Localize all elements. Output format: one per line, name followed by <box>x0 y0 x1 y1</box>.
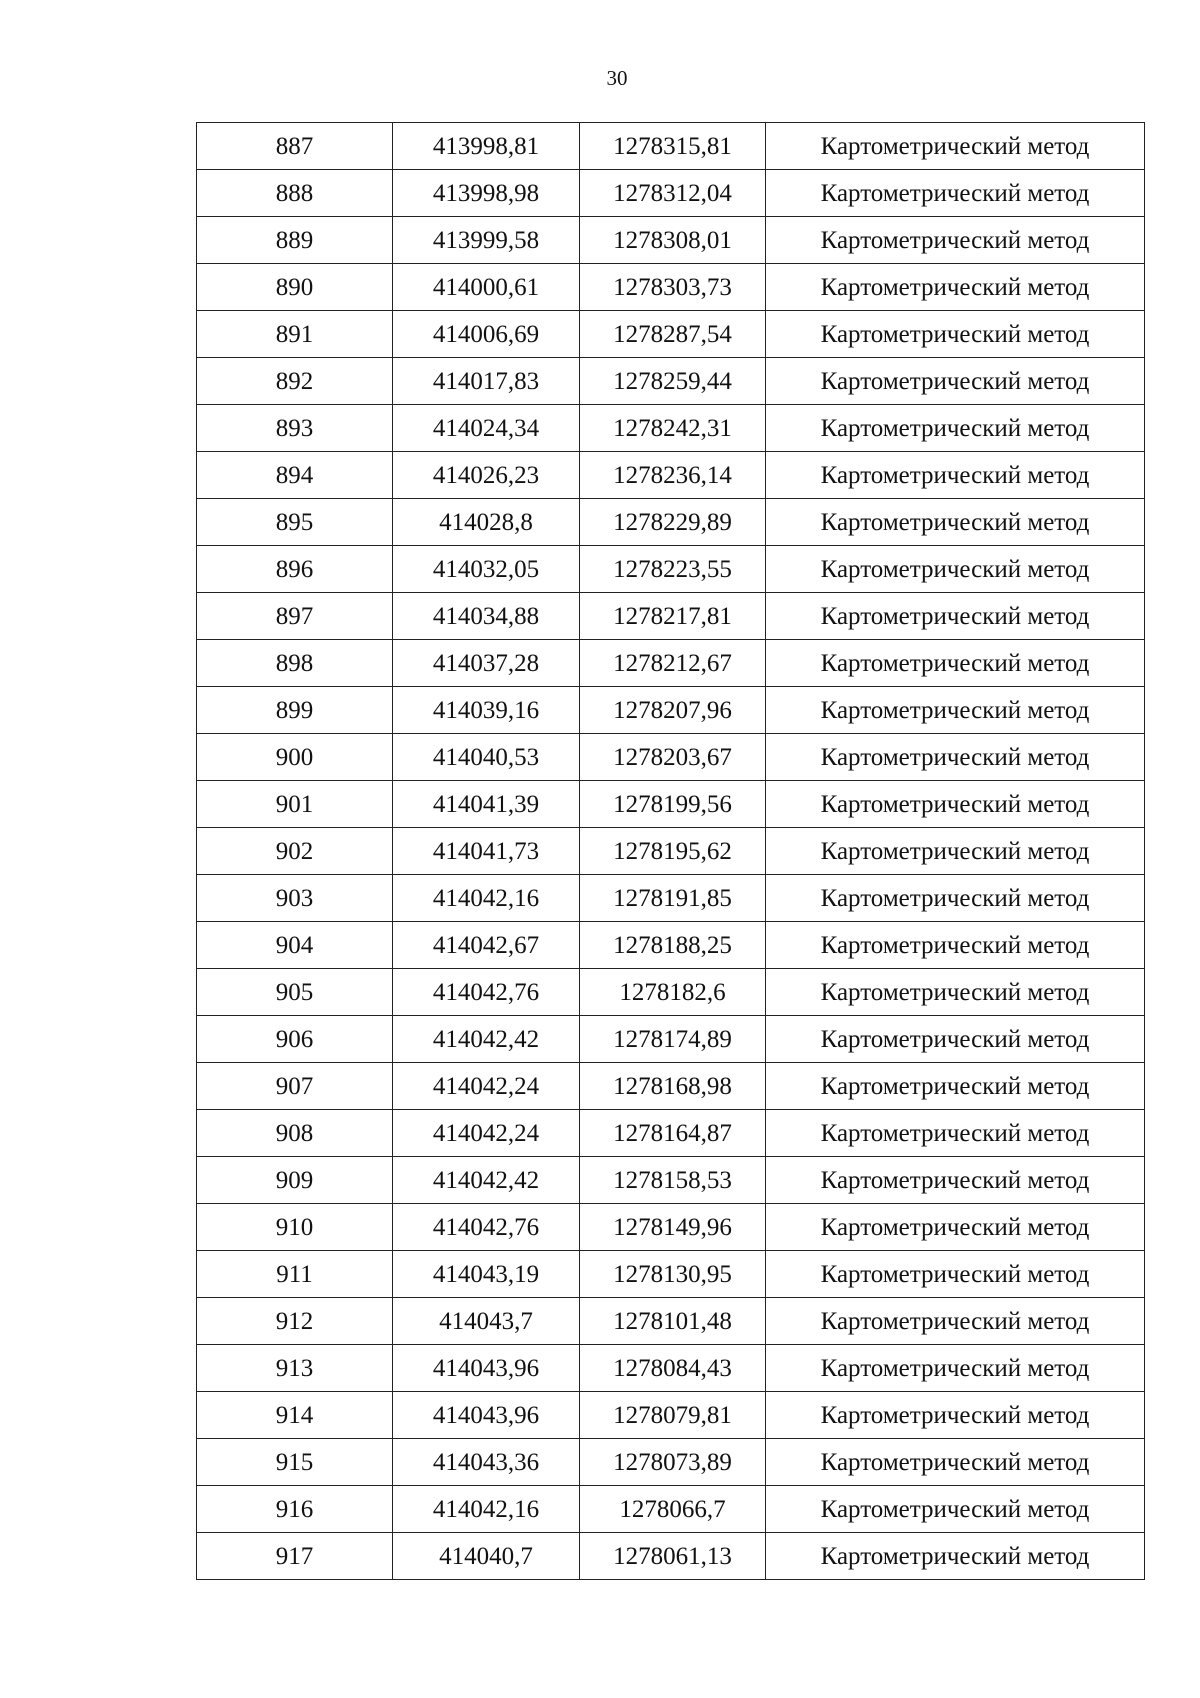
table-row <box>197 1204 1145 1251</box>
x-coordinate-cell: 414000,61 <box>393 264 580 311</box>
x-coordinate-cell: 414034,88 <box>393 593 580 640</box>
y-coordinate-cell: 1278199,56 <box>580 781 766 828</box>
y-coordinate-cell: 1278174,89 <box>580 1016 766 1063</box>
y-coordinate-cell: 1278223,55 <box>580 546 766 593</box>
table-row <box>197 1157 1145 1204</box>
x-coordinate-cell: 414039,16 <box>393 687 580 734</box>
y-coordinate-cell: 1278073,89 <box>580 1439 766 1486</box>
point-number-cell: 913 <box>197 1345 393 1392</box>
point-number-cell: 914 <box>197 1392 393 1439</box>
x-coordinate-cell: 414042,24 <box>393 1063 580 1110</box>
method-cell: Картометрический метод <box>766 687 1145 734</box>
x-coordinate-cell: 414040,53 <box>393 734 580 781</box>
method-cell: Картометрический метод <box>766 640 1145 687</box>
y-coordinate-cell: 1278158,53 <box>580 1157 766 1204</box>
method-cell: Картометрический метод <box>766 358 1145 405</box>
x-coordinate-cell: 413998,98 <box>393 170 580 217</box>
x-coordinate-cell: 414037,28 <box>393 640 580 687</box>
x-coordinate-cell: 414041,39 <box>393 781 580 828</box>
x-coordinate-cell: 414040,7 <box>393 1533 580 1580</box>
table-row <box>197 405 1145 452</box>
table-row <box>197 875 1145 922</box>
y-coordinate-cell: 1278259,44 <box>580 358 766 405</box>
method-cell: Картометрический метод <box>766 1204 1145 1251</box>
point-number-cell: 907 <box>197 1063 393 1110</box>
y-coordinate-cell: 1278130,95 <box>580 1251 766 1298</box>
point-number-cell: 896 <box>197 546 393 593</box>
point-number-cell: 893 <box>197 405 393 452</box>
y-coordinate-cell: 1278303,73 <box>580 264 766 311</box>
point-number-cell: 901 <box>197 781 393 828</box>
y-coordinate-cell: 1278242,31 <box>580 405 766 452</box>
point-number-cell: 904 <box>197 922 393 969</box>
y-coordinate-cell: 1278191,85 <box>580 875 766 922</box>
y-coordinate-cell: 1278203,67 <box>580 734 766 781</box>
x-coordinate-cell: 414042,76 <box>393 969 580 1016</box>
method-cell: Картометрический метод <box>766 875 1145 922</box>
method-cell: Картометрический метод <box>766 969 1145 1016</box>
y-coordinate-cell: 1278308,01 <box>580 217 766 264</box>
point-number-cell: 898 <box>197 640 393 687</box>
y-coordinate-cell: 1278312,04 <box>580 170 766 217</box>
point-number-cell: 906 <box>197 1016 393 1063</box>
point-number-cell: 910 <box>197 1204 393 1251</box>
method-cell: Картометрический метод <box>766 170 1145 217</box>
y-coordinate-cell: 1278236,14 <box>580 452 766 499</box>
table-row <box>197 687 1145 734</box>
table-row <box>197 217 1145 264</box>
method-cell: Картометрический метод <box>766 499 1145 546</box>
table-row <box>197 452 1145 499</box>
x-coordinate-cell: 414043,19 <box>393 1251 580 1298</box>
x-coordinate-cell: 414042,24 <box>393 1110 580 1157</box>
method-cell: Картометрический метод <box>766 264 1145 311</box>
point-number-cell: 903 <box>197 875 393 922</box>
point-number-cell: 887 <box>197 123 393 170</box>
method-cell: Картометрический метод <box>766 123 1145 170</box>
table-row <box>197 1063 1145 1110</box>
table-row <box>197 828 1145 875</box>
point-number-cell: 899 <box>197 687 393 734</box>
method-cell: Картометрический метод <box>766 922 1145 969</box>
point-number-cell: 912 <box>197 1298 393 1345</box>
table-row <box>197 969 1145 1016</box>
table-row <box>197 1486 1145 1533</box>
table-row <box>197 593 1145 640</box>
point-number-cell: 895 <box>197 499 393 546</box>
point-number-cell: 905 <box>197 969 393 1016</box>
point-number-cell: 900 <box>197 734 393 781</box>
x-coordinate-cell: 414032,05 <box>393 546 580 593</box>
method-cell: Картометрический метод <box>766 734 1145 781</box>
coordinates-table-body <box>197 123 1145 1580</box>
x-coordinate-cell: 414028,8 <box>393 499 580 546</box>
table-row <box>197 1110 1145 1157</box>
y-coordinate-cell: 1278287,54 <box>580 311 766 358</box>
x-coordinate-cell: 414043,96 <box>393 1392 580 1439</box>
x-coordinate-cell: 414006,69 <box>393 311 580 358</box>
x-coordinate-cell: 414042,42 <box>393 1157 580 1204</box>
method-cell: Картометрический метод <box>766 1533 1145 1580</box>
y-coordinate-cell: 1278168,98 <box>580 1063 766 1110</box>
y-coordinate-cell: 1278079,81 <box>580 1392 766 1439</box>
point-number-cell: 888 <box>197 170 393 217</box>
method-cell: Картометрический метод <box>766 217 1145 264</box>
point-number-cell: 917 <box>197 1533 393 1580</box>
point-number-cell: 897 <box>197 593 393 640</box>
x-coordinate-cell: 414042,76 <box>393 1204 580 1251</box>
x-coordinate-cell: 414043,96 <box>393 1345 580 1392</box>
table-row <box>197 1251 1145 1298</box>
y-coordinate-cell: 1278101,48 <box>580 1298 766 1345</box>
method-cell: Картометрический метод <box>766 546 1145 593</box>
point-number-cell: 892 <box>197 358 393 405</box>
method-cell: Картометрический метод <box>766 1298 1145 1345</box>
page-number: 30 <box>606 66 628 90</box>
x-coordinate-cell: 414024,34 <box>393 405 580 452</box>
method-cell: Картометрический метод <box>766 1251 1145 1298</box>
table-row <box>197 311 1145 358</box>
y-coordinate-cell: 1278315,81 <box>580 123 766 170</box>
method-cell: Картометрический метод <box>766 452 1145 499</box>
method-cell: Картометрический метод <box>766 1157 1145 1204</box>
method-cell: Картометрический метод <box>766 405 1145 452</box>
point-number-cell: 915 <box>197 1439 393 1486</box>
x-coordinate-cell: 414042,16 <box>393 875 580 922</box>
table-row <box>197 1533 1145 1580</box>
table-row <box>197 1345 1145 1392</box>
table-row <box>197 546 1145 593</box>
y-coordinate-cell: 1278207,96 <box>580 687 766 734</box>
x-coordinate-cell: 413999,58 <box>393 217 580 264</box>
x-coordinate-cell: 414043,7 <box>393 1298 580 1345</box>
y-coordinate-cell: 1278066,7 <box>580 1486 766 1533</box>
x-coordinate-cell: 414043,36 <box>393 1439 580 1486</box>
y-coordinate-cell: 1278061,13 <box>580 1533 766 1580</box>
x-coordinate-cell: 414042,67 <box>393 922 580 969</box>
x-coordinate-cell: 414017,83 <box>393 358 580 405</box>
x-coordinate-cell: 414042,16 <box>393 1486 580 1533</box>
x-coordinate-cell: 413998,81 <box>393 123 580 170</box>
table-row <box>197 1298 1145 1345</box>
y-coordinate-cell: 1278164,87 <box>580 1110 766 1157</box>
table-row <box>197 358 1145 405</box>
x-coordinate-cell: 414041,73 <box>393 828 580 875</box>
point-number-cell: 909 <box>197 1157 393 1204</box>
y-coordinate-cell: 1278217,81 <box>580 593 766 640</box>
point-number-cell: 911 <box>197 1251 393 1298</box>
method-cell: Картометрический метод <box>766 828 1145 875</box>
table-row <box>197 781 1145 828</box>
method-cell: Картометрический метод <box>766 1016 1145 1063</box>
y-coordinate-cell: 1278229,89 <box>580 499 766 546</box>
x-coordinate-cell: 414026,23 <box>393 452 580 499</box>
method-cell: Картометрический метод <box>766 1345 1145 1392</box>
table-row <box>197 170 1145 217</box>
y-coordinate-cell: 1278188,25 <box>580 922 766 969</box>
method-cell: Картометрический метод <box>766 1486 1145 1533</box>
method-cell: Картометрический метод <box>766 311 1145 358</box>
table-row <box>197 1392 1145 1439</box>
point-number-cell: 902 <box>197 828 393 875</box>
method-cell: Картометрический метод <box>766 781 1145 828</box>
y-coordinate-cell: 1278212,67 <box>580 640 766 687</box>
table-row <box>197 734 1145 781</box>
table-row <box>197 123 1145 170</box>
table-row <box>197 1016 1145 1063</box>
coordinates-table <box>196 122 1145 1580</box>
y-coordinate-cell: 1278182,6 <box>580 969 766 1016</box>
table-row <box>197 922 1145 969</box>
y-coordinate-cell: 1278195,62 <box>580 828 766 875</box>
table-row <box>197 264 1145 311</box>
method-cell: Картометрический метод <box>766 593 1145 640</box>
point-number-cell: 916 <box>197 1486 393 1533</box>
method-cell: Картометрический метод <box>766 1439 1145 1486</box>
table-row <box>197 1439 1145 1486</box>
method-cell: Картометрический метод <box>766 1110 1145 1157</box>
y-coordinate-cell: 1278084,43 <box>580 1345 766 1392</box>
point-number-cell: 890 <box>197 264 393 311</box>
point-number-cell: 908 <box>197 1110 393 1157</box>
y-coordinate-cell: 1278149,96 <box>580 1204 766 1251</box>
point-number-cell: 891 <box>197 311 393 358</box>
x-coordinate-cell: 414042,42 <box>393 1016 580 1063</box>
point-number-cell: 889 <box>197 217 393 264</box>
method-cell: Картометрический метод <box>766 1063 1145 1110</box>
method-cell: Картометрический метод <box>766 1392 1145 1439</box>
table-row <box>197 640 1145 687</box>
table-row <box>197 499 1145 546</box>
point-number-cell: 894 <box>197 452 393 499</box>
